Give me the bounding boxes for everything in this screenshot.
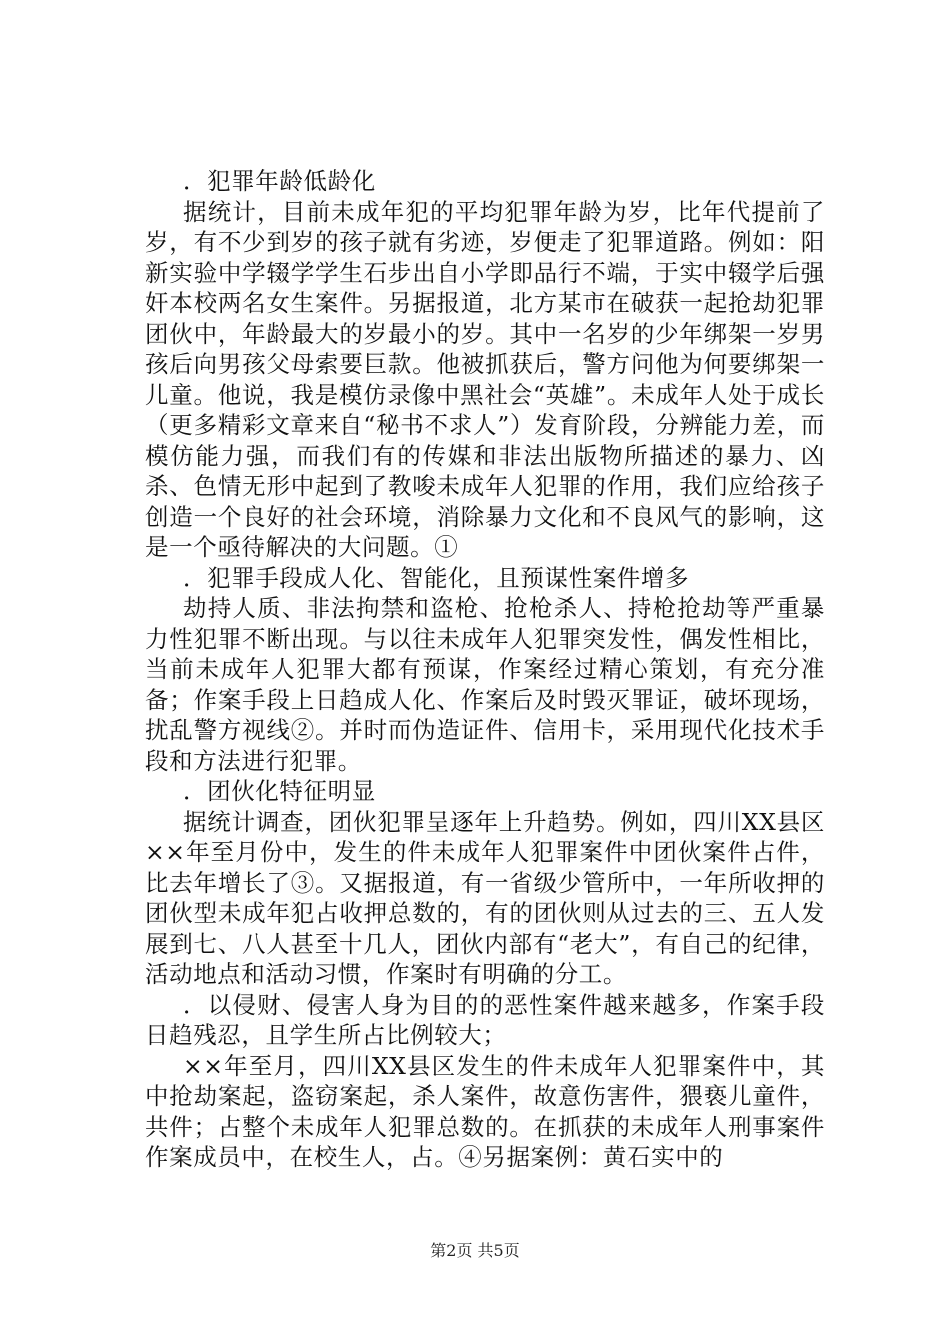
section-heading-gangs: ．团伙化特征明显 [183,777,376,805]
document-body [145,166,825,1173]
paragraph-age: 据统计，目前未成年犯的平均犯罪年龄为岁，比年代提前了岁，有不少到岁的孩子就有劣迹，岁便走了犯罪道路。例如：阳新实验中学辍学学生石步出自小学即品行不端，于实中辍学后强奸本校两名女生案件。另据报道，北方某市在破获一起抢劫犯罪团伙中，年龄最大的岁最小的岁。其中一名岁的少年绑架一岁男孩后向男孩父母索要巨款。他被抓获后，警方问他为何要绑架一儿童。他说，我是模仿录像中黑社会“英雄”。未成年人处于成长（更多精彩文章来自“秘书不求人”）发育阶段，分辨能力差，而模仿能力强，而我们有的传媒和非法出版物所描述的暴力、凶杀、色情无形中起到了教唆未成年人犯罪的作用，我们应给孩子创造一个良好的社会环境，消除暴力文化和不良风气的影响，这是一个亟待解决的大问题。① [145,197,825,561]
paragraph-gangs: 据统计调查，团伙犯罪呈逐年上升趋势。例如，四川XX县区××年至月份中，发生的件未成年人犯罪案件中团伙案件占件，比去年增长了③。又据报道，有一省级少管所中，一年所收押的团伙型未成年犯占收押总数的，有的团伙则从过去的三、五人发展到七、八人甚至十几人，团伙内部有“老大”，有自己的纪律，活动地点和活动习惯，作案时有明确的分工。 [145,807,825,988]
section-heading-methods: ．犯罪手段成人化、智能化，且预谋性案件增多 [183,563,690,592]
paragraph-methods: 劫持人质、非法拘禁和盗枪、抢枪杀人、持枪抢劫等严重暴力性犯罪不断出现。与以往未成年人犯罪突发性，偶发性相比，当前未成年人犯罪大都有预谋，作案经过精心策划，有充分准备；作案手段上日趋成人化、作案后及时毁灭罪证，破坏现场，扰乱警方视线②。并时而伪造证件、信用卡，采用现代化技术手段和方法进行犯罪。 [145,594,825,775]
page-number-footer: 第2页 共5页 [430,1241,520,1260]
section-heading-age: ．犯罪年龄低龄化 [183,167,376,195]
section-heading-violent-cases: ．以侵财、侵害人身为目的的恶性案件越来越多，作案手段日趋残忍，且学生所占比例较大； [145,990,825,1049]
paragraph-violent-cases: ××年至月，四川XX县区发生的件未成年人犯罪案件中，其中抢劫案起，盗窃案起，杀人案件，故意伤害件，猥亵儿童件，共件；占整个未成年人犯罪总数的。在抓获的未成年人刑事案件作案成员中，在校生人，占。④另据案例：黄石实中的 [145,1051,825,1171]
